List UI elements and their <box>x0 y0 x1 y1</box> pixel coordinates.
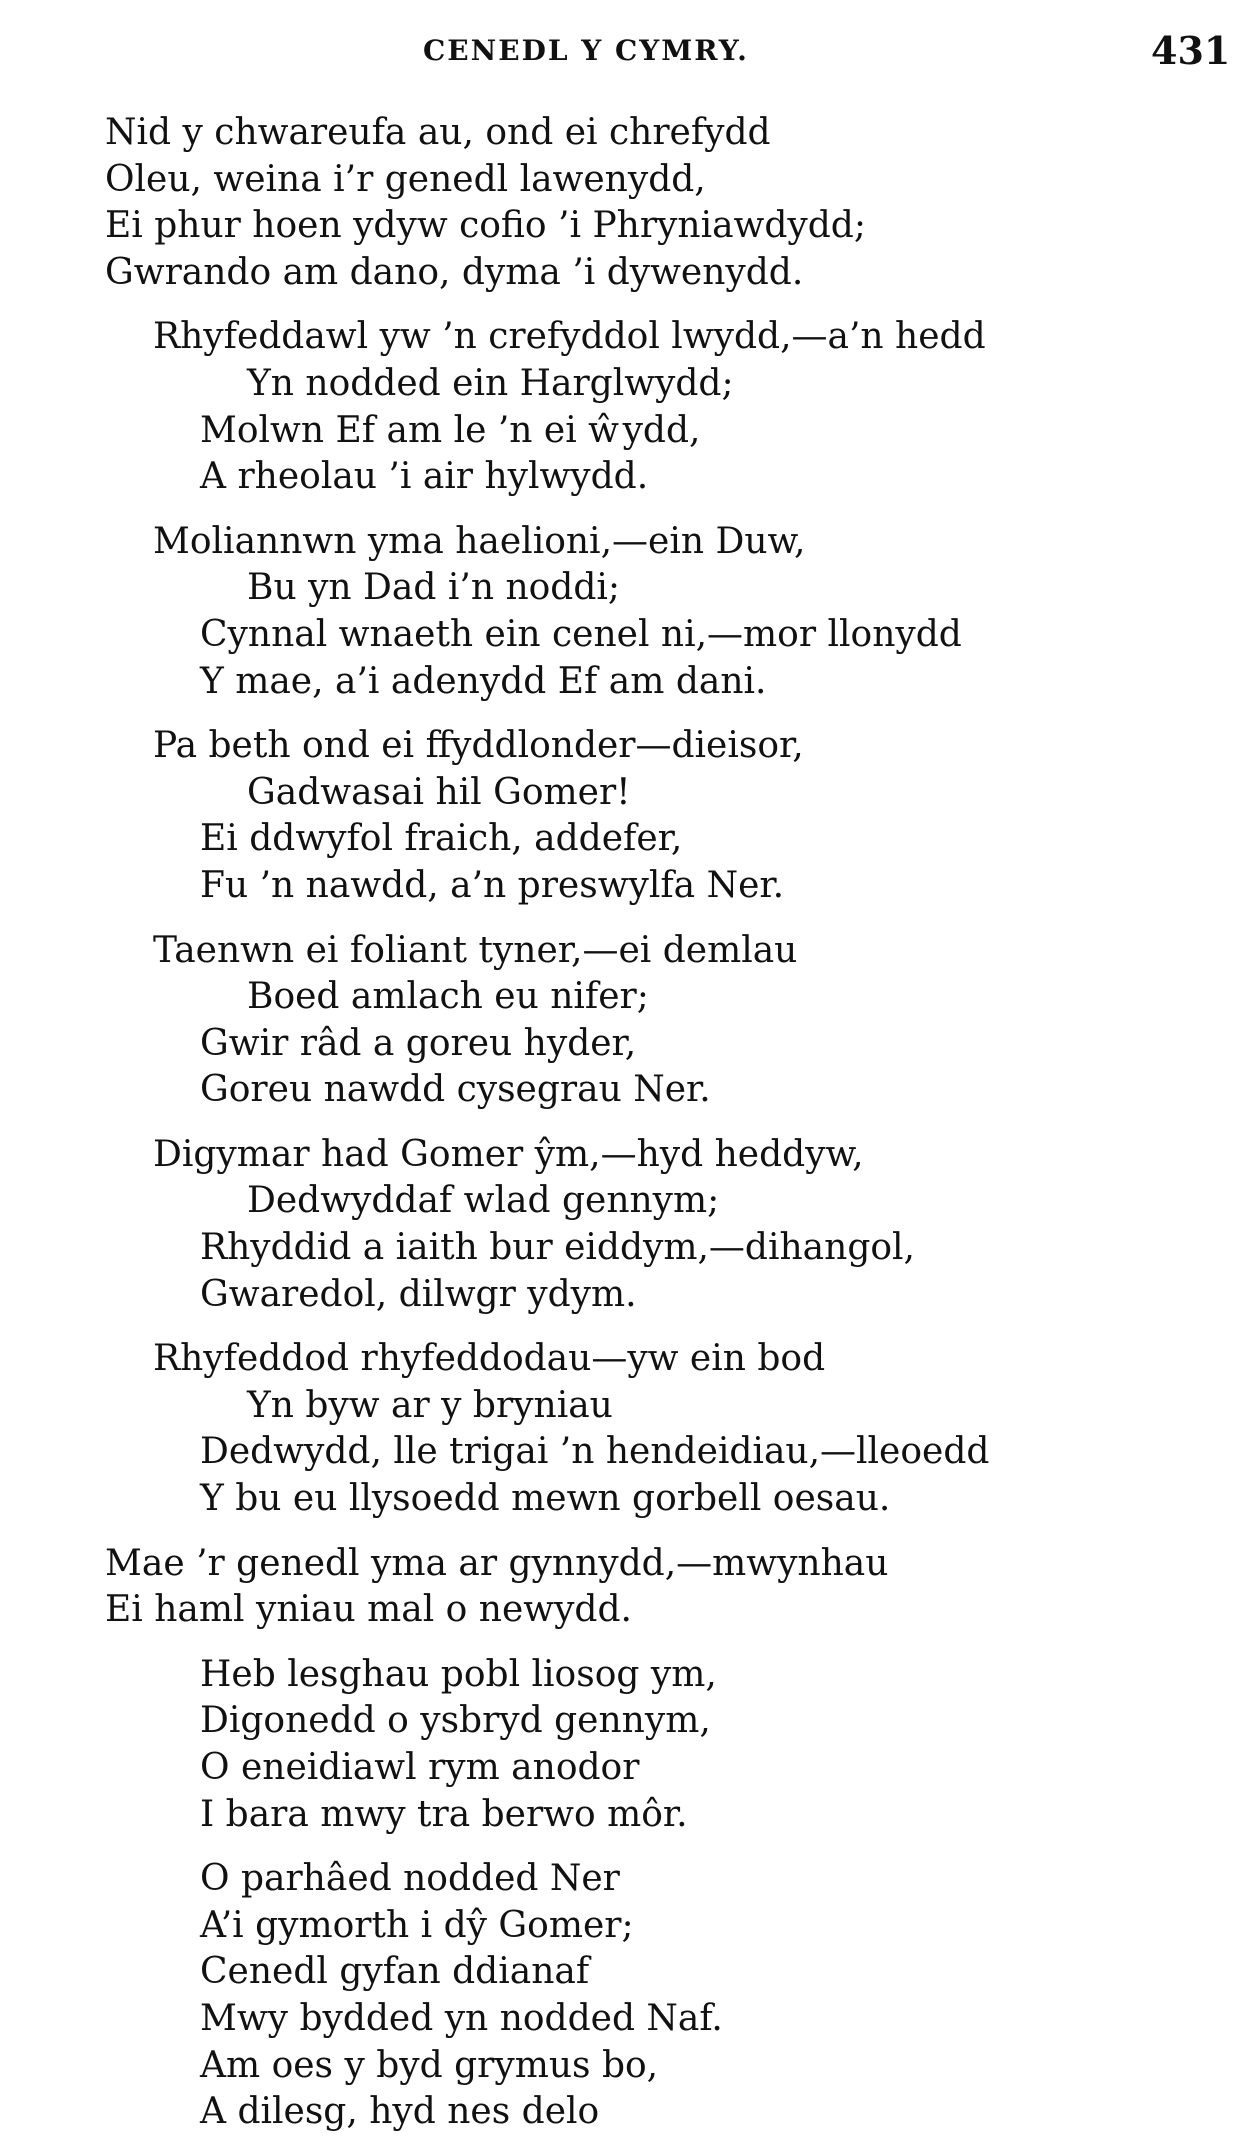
verse-line: Ei phur hoen ydyw cofio ’i Phryniawdydd; <box>105 205 866 247</box>
stanza <box>0 723 1241 909</box>
verse-line: Digonedd o ysbryd gennym, <box>200 1700 711 1742</box>
stanza <box>0 1132 1241 1318</box>
running-title: CENEDL Y CYMRY. <box>423 34 749 67</box>
stanza <box>0 110 1241 296</box>
verse-line: Dedwydd, lle trigai ’n hendeidiau,—lleoedd <box>200 1431 990 1473</box>
verse-line: Cenedl gyfan ddianaf <box>200 1951 590 1993</box>
stanza <box>0 1652 1241 1838</box>
verse-line: Fu ’n nawdd, a’n preswylfa Ner. <box>200 864 785 906</box>
verse-line: Rhyfeddawl yw ’n crefyddol lwydd,—a’n hedd <box>153 316 986 358</box>
verse-line: Heb lesghau pobl liosog ym, <box>200 1653 717 1695</box>
verse-line: Gwaredol, dilwgr ydym. <box>200 1273 637 1315</box>
stanza <box>0 1856 1241 2136</box>
verse-line: Oleu, weina i’r genedl lawenydd, <box>105 158 706 200</box>
verse-line: I bara mwy tra berwo môr. <box>200 1793 688 1835</box>
verse-line: Yn byw ar y bryniau <box>247 1384 613 1426</box>
verse-line: Ei ddwyfol fraich, addefer, <box>200 818 683 860</box>
verse-line: Gadwasai hil Gomer! <box>247 771 631 813</box>
verse-line: Rhyddid a iaith bur eiddym,—dihangol, <box>200 1227 915 1269</box>
verse-line: Goreu nawdd cysegrau Ner. <box>200 1069 711 1111</box>
verse-line: O parhâed nodded Ner <box>200 1858 620 1900</box>
stanza <box>0 1336 1241 1522</box>
verse-line: Ei haml yniau mal o newydd. <box>105 1589 632 1631</box>
verse-line: Mwy bydded yn nodded Naf. <box>200 1997 723 2039</box>
verse-line: Boed amlach eu nifer; <box>247 976 649 1018</box>
verse-line: Moliannwn yma haelioni,—ein Duw, <box>153 520 806 562</box>
verse-line: Gwrando am dano, dyma ’i dywenydd. <box>105 251 804 293</box>
stanza <box>0 1541 1241 1634</box>
poem-body <box>0 110 1241 2154</box>
verse-line: Bu yn Dad i’n noddi; <box>247 567 621 609</box>
verse-line: Taenwn ei foliant tyner,—ei demlau <box>153 929 798 971</box>
verse-line: Cynnal wnaeth ein cenel ni,—mor llonydd <box>200 613 962 655</box>
stanza <box>0 519 1241 705</box>
verse-line: Dedwyddaf wlad gennym; <box>247 1180 720 1222</box>
verse-line: A dilesg, hyd nes delo <box>200 2091 600 2133</box>
verse-line: Molwn Ef am le ’n ei ŵydd, <box>200 409 701 451</box>
verse-line: O eneidiawl rym anodor <box>200 1747 640 1788</box>
verse-line: Yn nodded ein Harglwydd; <box>247 362 734 404</box>
verse-line: Am oes y byd grymus bo, <box>200 2044 659 2086</box>
verse-line: Nid y chwareufa au, ond ei chrefydd <box>105 112 771 153</box>
verse-line: Digymar had Gomer ŷm,—hyd heddyw, <box>153 1133 864 1175</box>
verse-line: A’i gymorth i dŷ Gomer; <box>200 1904 634 1946</box>
verse-line: A rheolau ’i air hylwydd. <box>200 456 649 498</box>
verse-line: Y bu eu llysoedd mewn gorbell oesau. <box>200 1478 891 1520</box>
stanza <box>0 314 1241 500</box>
verse-line: Mae ’r genedl yma ar gynnydd,—mwynhau <box>105 1542 889 1584</box>
verse-line: Rhyfeddod rhyfeddodau—yw ein bod <box>153 1338 826 1380</box>
verse-line: Gwir râd a goreu hyder, <box>200 1022 637 1064</box>
page-header <box>0 28 1241 73</box>
verse-line: Y mae, a’i adenydd Ef am dani. <box>200 660 767 702</box>
page-number: 431 <box>1151 28 1231 73</box>
verse-line: Pa beth ond ei ffyddlonder—dieisor, <box>153 725 804 767</box>
stanza <box>0 928 1241 1114</box>
